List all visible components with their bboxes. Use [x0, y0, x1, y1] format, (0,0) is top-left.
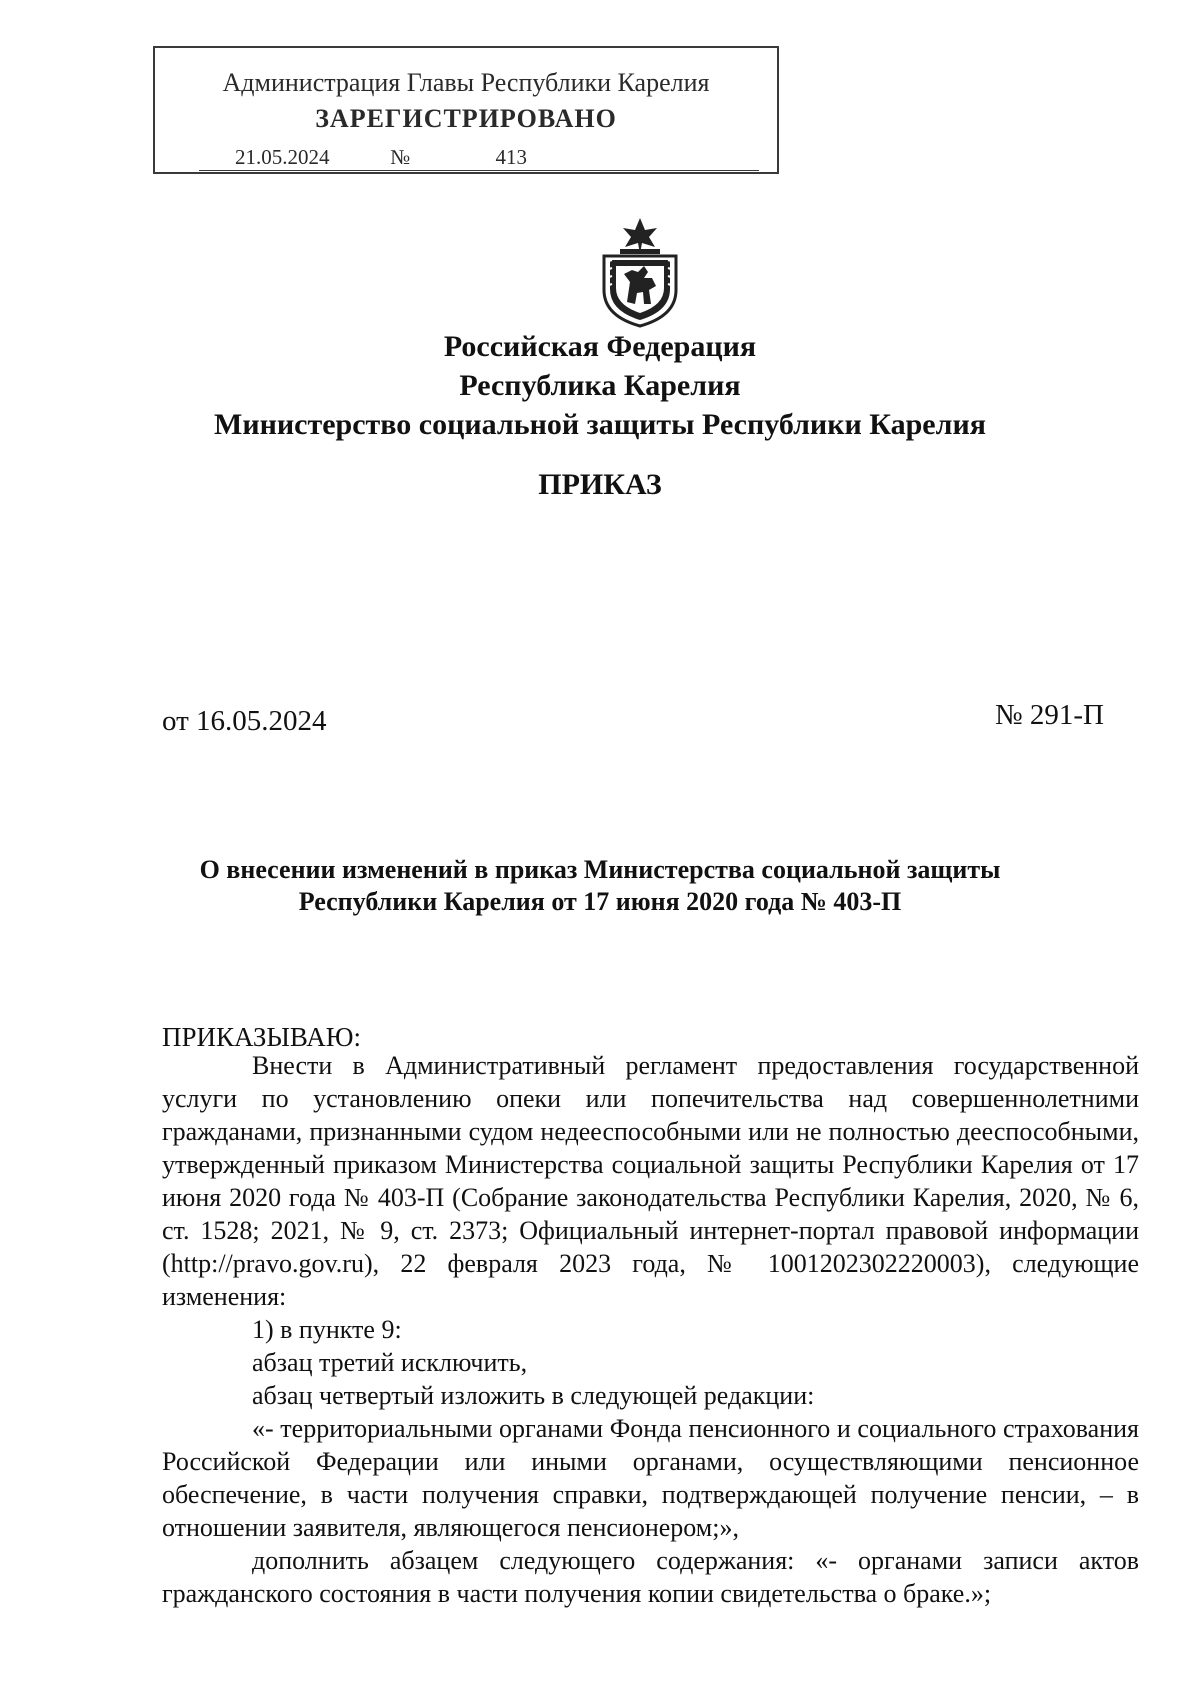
stamp-date: 21.05.2024 — [235, 145, 330, 169]
body-paragraph-2: 1) в пункте 9: — [252, 1315, 402, 1344]
subject-line-2: Республики Карелия от 17 июня 2020 года № 403-П — [298, 887, 902, 916]
registration-stamp — [153, 46, 779, 174]
stamp-number: 413 — [495, 145, 527, 169]
subject-line-1: О внесении изменений в приказ Министерства социальной защиты — [199, 855, 1001, 884]
document-number: № 291-П — [994, 699, 1104, 731]
header-ministry: Министерство социальной защиты Республики Карелия — [214, 408, 986, 441]
body-paragraph-3: абзац третий исключить, — [252, 1348, 528, 1377]
body-paragraph-6: дополнить абзацем следующего содержания: «- органами записи актов гражданского состояния в части получения копии свидетельства о браке.»; — [162, 1546, 1139, 1608]
order-word: ПРИКАЗЫВАЮ: — [162, 1022, 361, 1052]
document-body — [162, 1049, 1139, 1610]
stamp-registration-row — [235, 145, 777, 170]
header-republic: Республика Карелия — [459, 369, 741, 402]
stamp-number-label: № — [390, 145, 411, 169]
document-type: ПРИКАЗ — [538, 468, 662, 501]
stamp-status: ЗАРЕГИСТРИРОВАНО — [315, 104, 617, 133]
header-country: Российская Федерация — [443, 330, 757, 363]
karelia-coat-of-arms-icon — [594, 216, 686, 328]
body-paragraph-1: Внести в Административный регламент предоставления государственной услуги по установлению опеки или попечительства над совершеннолетними гражданами, признанными судом недееспособными или не полностью дееспособными, утвержденный приказом Министерства социальной защиты Республики Карелия от 17 июня 2020 года № 403-П (Собрание законодательства Республики Карелия, 2020, № 6, ст. 1528; 2021, № 9, ст. 2373; Официальный интернет-портал правовой информации (http://pravo.gov.ru), 22 февраля 2023 года, № 1001202302220003), следующие изменения: — [162, 1051, 1139, 1311]
body-paragraph-4: абзац четвертый изложить в следующей редакции: — [252, 1381, 815, 1410]
stamp-underline — [199, 170, 759, 171]
document-date: от 16.05.2024 — [162, 705, 327, 737]
body-paragraph-5: «- территориальными органами Фонда пенсионного и социального страхования Российской Федерации или иными органами, осуществляющими пенсионное обеспечение, в части получения справки, подтверждающей получение пенсии, – в отношении заявителя, являющегося пенсионером;», — [162, 1414, 1139, 1542]
stamp-organization: Администрация Главы Республики Карелия — [222, 68, 710, 97]
